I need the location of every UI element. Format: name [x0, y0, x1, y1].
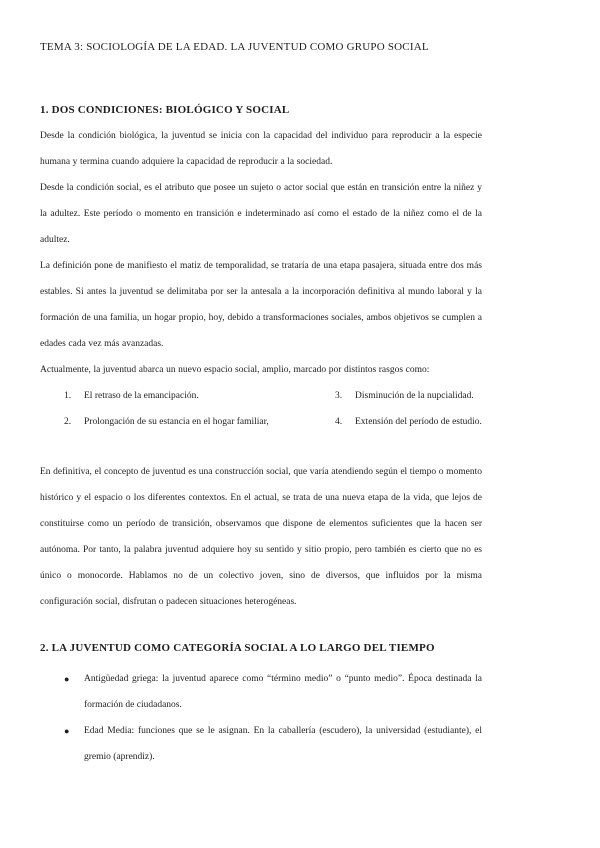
list-item-number: 3.: [335, 391, 343, 401]
bullet-text: Edad Media: funciones que se le asignan. En la caballería (escudero), la universidad (estudiante), el gremio (aprendiz).: [84, 726, 482, 762]
bullet-item-greek-antiquity: [40, 666, 482, 718]
numbered-list: [40, 383, 482, 435]
numbered-list-column-2: [335, 383, 482, 435]
list-item-text: Extensión del período de estudio.: [355, 417, 482, 427]
list-item-number: 1.: [64, 391, 72, 401]
list-item-number: 2.: [64, 417, 72, 427]
section-1-heading: 1. DOS CONDICIONES: BIOLÓGICO Y SOCIAL: [40, 104, 290, 116]
list-item: [40, 409, 290, 435]
list-item: [335, 409, 482, 435]
document-title: TEMA 3: SOCIOLOGÍA DE LA EDAD. LA JUVENTUD COMO GRUPO SOCIAL: [40, 41, 429, 53]
bullet-item-middle-ages: [40, 718, 482, 770]
list-item-number: 4.: [335, 417, 343, 427]
document-body: [40, 97, 482, 770]
list-item-text: Disminución de la nupcialidad.: [355, 391, 474, 401]
paragraph-current-traits-intro: Actualmente, la juventud abarca un nuevo espacio social, amplio, marcado por distintos rasgos como:: [40, 365, 430, 375]
bullet-icon: ●: [64, 726, 70, 736]
section-2-heading: 2. LA JUVENTUD COMO CATEGORÍA SOCIAL A LO LARGO DEL TIEMPO: [40, 642, 435, 654]
bullet-text: Antigüedad griega: la juventud aparece como “término medio” o “punto medio”. Época destinada la formación de ciudadanos.: [84, 674, 482, 710]
list-item-text: El retraso de la emancipación.: [84, 391, 199, 401]
numbered-list-column-1: [40, 383, 290, 435]
bullet-list: [40, 666, 482, 770]
bullet-icon: ●: [64, 674, 70, 684]
paragraph-social-condition: Desde la condición social, es el atributo que posee un sujeto o actor social que están en transición entre la niñez y la adultez. Este período o momento en transición e indeterminado así como el estado de la niñez como el de la adultez.: [40, 183, 482, 245]
paragraph-conclusion: En definitiva, el concepto de juventud es una construcción social, que varía atendiendo según el tiempo o momento histórico y el espacio o los diferentes contextos. En el actual, se trata de una nueva etapa de la vida, que lejos de constituirse como un período de transición, observamos que dispone de elementos suficientes que la hacen ser autónoma. Por tanto, la palabra juventud adquiere hoy su sentido y sitio propio, pero también es cierto que no es único o monocorde. Hablamos no de un colectivo joven, sino de diversos, que influidos por la misma configuración social, disfrutan o padecen situaciones heterogéneas.: [40, 467, 482, 607]
paragraph-temporality: La definición pone de manifiesto el matiz de temporalidad, se trataría de una etapa pasajera, situada entre dos más estables. Si antes la juventud se delimitaba por ser la antesala a la incorporación definitiva al mundo laboral y la formación de una familia, un hogar propio, hoy, debido a transformaciones sociales, ambos objetivos se cumplen a edades cada vez más avanzadas.: [40, 261, 482, 349]
list-item-text: Prolongación de su estancia en el hogar familiar,: [84, 417, 269, 427]
list-item: [40, 383, 290, 409]
paragraph-biological-condition: Desde la condición biológica, la juventud se inicia con la capacidad del individuo para reproducir a la especie humana y termina cuando adquiere la capacidad de reproducir a la sociedad.: [40, 131, 482, 167]
list-item: [335, 383, 482, 409]
